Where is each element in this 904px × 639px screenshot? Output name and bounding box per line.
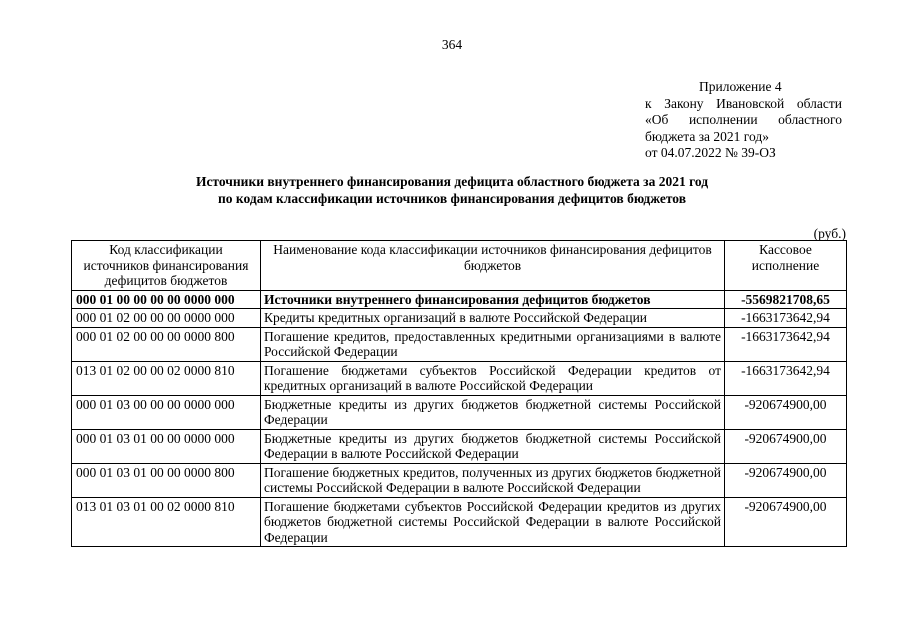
cell-name: Бюджетные кредиты из других бюджетов бюджетной системы Российской Федерации в валюте Российской Федерации (261, 429, 725, 463)
table-body (72, 290, 847, 547)
cell-amount: -1663173642,94 (725, 309, 847, 328)
cell-amount: -5569821708,65 (725, 290, 847, 309)
cell-amount: -1663173642,94 (725, 361, 847, 395)
table-row (72, 361, 847, 395)
cell-amount: -920674900,00 (725, 395, 847, 429)
document-title-line: по кодам классификации источников финансирования дефицитов бюджетов (218, 191, 686, 206)
header-name: Наименование кода классификации источников финансирования дефицитов бюджетов (261, 241, 725, 291)
cell-name: Бюджетные кредиты из других бюджетов бюджетной системы Российской Федерации (261, 395, 725, 429)
table-row (72, 463, 847, 497)
header-amount: Кассовое исполнение (725, 241, 847, 291)
appendix-line: Приложение 4 (699, 79, 782, 94)
sources-table (71, 240, 847, 547)
cell-code: 000 01 03 01 00 00 0000 800 (72, 463, 261, 497)
cell-name: Погашение бюджетами субъектов Российской Федерации кредитов из других бюджетов бюджетной системы Российской Федерации в валюте Российской Федерации (261, 497, 725, 547)
table-row (72, 327, 847, 361)
cell-amount: -920674900,00 (725, 463, 847, 497)
cell-name: Погашение бюджетами субъектов Российской Федерации кредитов от кредитных организаций в валюте Российской Федерации (261, 361, 725, 395)
cell-amount: -920674900,00 (725, 497, 847, 547)
cell-amount: -920674900,00 (725, 429, 847, 463)
table-row (72, 497, 847, 547)
cell-code: 013 01 03 01 00 02 0000 810 (72, 497, 261, 547)
cell-code: 000 01 02 00 00 00 0000 800 (72, 327, 261, 361)
document-title (0, 173, 904, 207)
appendix-line: к Закону Ивановской области (645, 95, 842, 111)
cell-amount: -1663173642,94 (725, 327, 847, 361)
table-row (72, 429, 847, 463)
cell-code: 000 01 00 00 00 00 0000 000 (72, 290, 261, 309)
appendix-line: «Об исполнении областного (645, 112, 842, 127)
table-row (72, 309, 847, 328)
appendix-line: от 04.07.2022 № 39-ОЗ (645, 145, 776, 160)
cell-name: Погашение кредитов, предоставленных кредитными организациями в валюте Российской Федерации (261, 327, 725, 361)
cell-code: 000 01 03 00 00 00 0000 000 (72, 395, 261, 429)
appendix-line: бюджета за 2021 год» (645, 128, 769, 144)
appendix-block (645, 79, 842, 162)
cell-name: Погашение бюджетных кредитов, полученных из других бюджетов бюджетной системы Российской Федерации в валюте Российской Федерации (261, 463, 725, 497)
header-code: Код классификации источников финансирования дефицитов бюджетов (72, 241, 261, 291)
cell-code: 013 01 02 00 00 02 0000 810 (72, 361, 261, 395)
cell-name: Кредиты кредитных организаций в валюте Российской Федерации (261, 309, 725, 328)
cell-code: 000 01 03 01 00 00 0000 000 (72, 429, 261, 463)
page-number: 364 (441, 37, 463, 52)
table-header-row (72, 241, 847, 291)
cell-code: 000 01 02 00 00 00 0000 000 (72, 309, 261, 328)
cell-name: Источники внутреннего финансирования дефицитов бюджетов (261, 290, 725, 309)
table-row (72, 395, 847, 429)
unit-label: (руб.) (813, 226, 846, 241)
table-row (72, 290, 847, 309)
document-title-line: Источники внутреннего финансирования дефицита областного бюджета за 2021 год (195, 174, 709, 189)
